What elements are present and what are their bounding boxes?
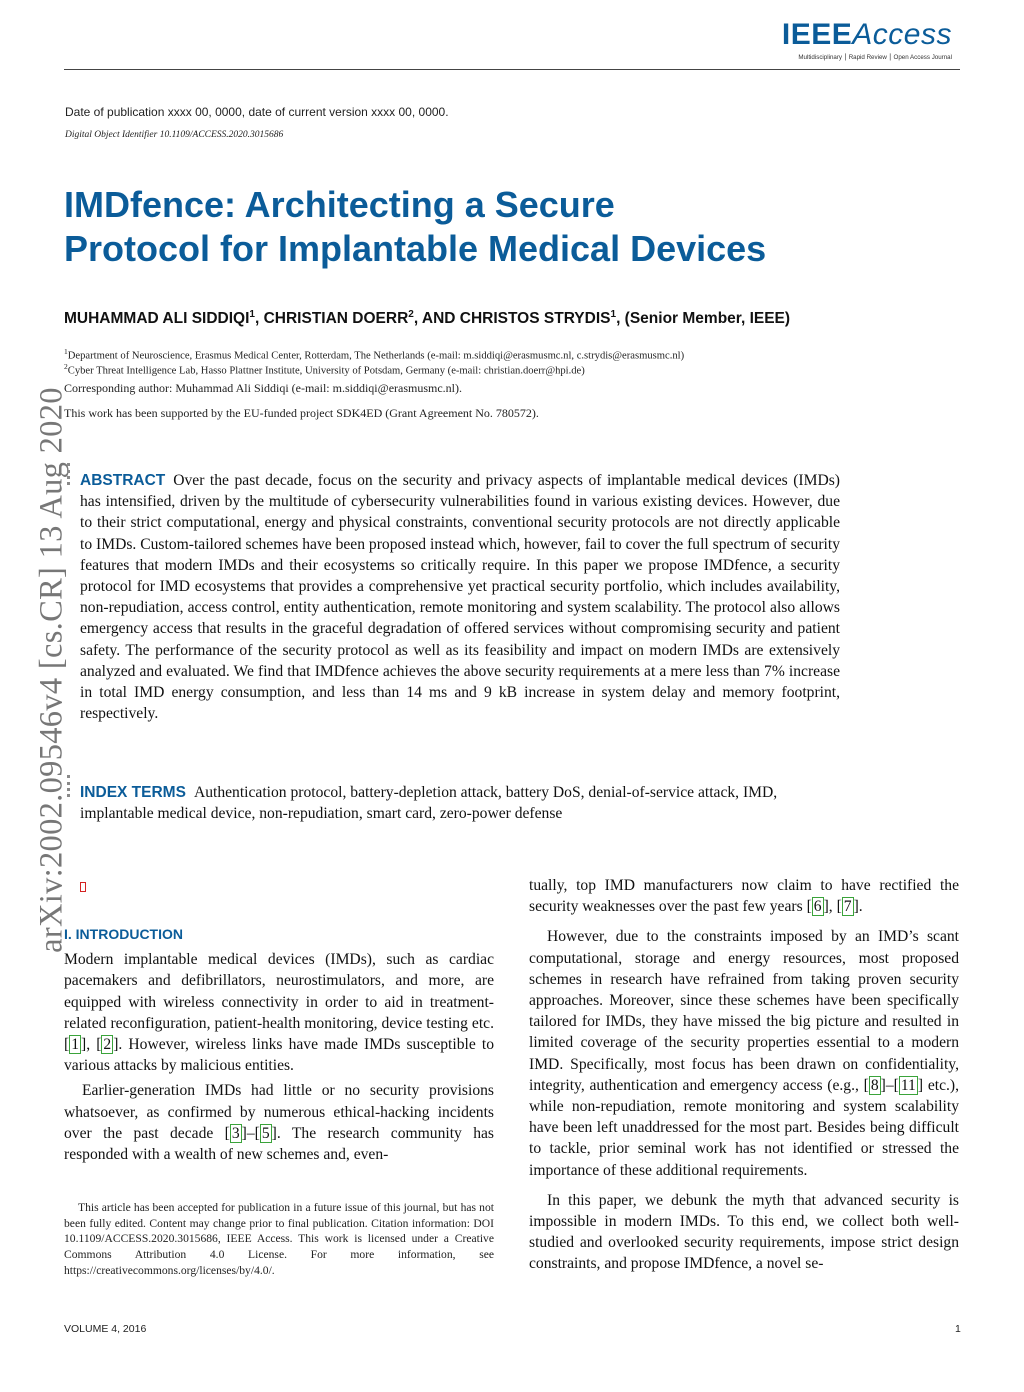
author-3: , AND CHRISTOS STRYDIS <box>413 310 611 328</box>
citation-7[interactable]: 7 <box>843 898 852 916</box>
publication-date: Date of publication xxxx 00, 0000, date of current version xxxx 00, 0000. <box>65 105 449 119</box>
left-column <box>64 924 494 1165</box>
title-line-1: IMDfence: Architecting a Secure <box>64 184 615 225</box>
citation-5[interactable]: 5 <box>261 1124 270 1142</box>
author-3-affil: 1 <box>610 309 617 320</box>
right-p1-text-c: . <box>858 898 863 916</box>
citation-3[interactable]: 3 <box>231 1124 240 1142</box>
funding-note: This work has been supported by the EU-funded project SDK4ED (Grant Agreement No. 780572). <box>64 406 539 420</box>
section-heading-introduction: I. INTRODUCTION <box>64 926 183 942</box>
citation-11[interactable]: 11 <box>900 1076 916 1094</box>
doi: Digital Object Identifier 10.1109/ACCESS.2020.3015686 <box>65 130 284 140</box>
footer-page-number: 1 <box>955 1323 961 1335</box>
paper-title <box>64 183 904 271</box>
index-terms-label: INDEX TERMS <box>80 784 186 801</box>
right-p1-text-b: , <box>828 898 837 916</box>
abstract-text: Over the past decade, focus on the security and privacy aspects of implantable medical devices (IMDs) has intensified, driven by the multitude of cybersecurity vulnerabilities found in various existing devices. However, due to their strict computational, energy and physical constraints, conventional security protocols are not directly applicable to IMDs. Custom-tailored schemes have been proposed instead which, however, fail to cover the full spectrum of security features that modern IMDs and their ecosystems so critically require. In this paper we propose IMDfence, a security protocol for IMD ecosystems that provides a comprehensive yet practical security portfolio, which includes availability, non-repudiation, access control, entity authentication, remote monitoring and system scalability. The protocol also allows emergency access that results in the graceful degradation of offered services without compromising security and patient safety. The performance of the security protocol as well as its feasibility and impact on modern IMDs are extensively analyzed and evaluated. We find that IMDfence achieves the above security requirements at a mere less than 7% increase in total IMD energy consumption, and less than 14 ms and 9 kB increase in system delay and memory footprint, respectively. <box>80 472 840 723</box>
right-paragraph-1: tually, top IMD manufacturers now claim to have rectified the security weaknesses over the past few years [ 6 ], [ 7 ]. <box>529 877 959 916</box>
intro-p1-text-b: , <box>86 1036 97 1054</box>
intro-paragraph-2: Earlier-generation IMDs had little or no security provisions whatsoever, as confirmed by numerous ethical-hacking incidents over the past decade [ 3 ]–[ 5 ]. The research community has responded with a wealth of new schemes and, even- <box>64 1082 494 1164</box>
abstract-label: ABSTRACT <box>80 472 166 489</box>
arxiv-stamp: arXiv:2002.09546v4 [cs.CR] 13 Aug 2020 <box>33 387 70 953</box>
dotted-marker-index <box>67 775 73 797</box>
footer-volume: VOLUME 4, 2016 <box>64 1323 147 1335</box>
intro-p1-text-a: Modern implantable medical devices (IMDs), such as cardiac pacemakers and defibrillators, neurostimulators, and more, are equipped with wireless connectivity in order to aid in treatment-related reconfiguration, patient-health monitoring, device testing etc. <box>64 951 494 1032</box>
author-1-affil: 1 <box>249 309 255 320</box>
intro-p2-text-a: Earlier-generation IMDs had little or no security provisions whatsoever, as confirmed by numerous ethical-hacking incidents over the past decade <box>64 1082 494 1142</box>
index-terms-text: Authentication protocol, battery-depletion attack, battery DoS, denial-of-service attack, IMD, implantable medical device, non-repudiation, smart card, zero-power defense <box>80 784 778 823</box>
logo-ieee: IEEE <box>781 18 853 51</box>
right-paragraph-2: However, due to the constraints imposed by an IMD’s scant computational, storage and energy resources, most proposed schemes in research have refrained from taking proven security approaches. Moreover, since these schemes have been specifically tailored for IMDs, they have missed the big picture and resulted in limited coverage of the security properties essential to a modern IMD. Specifically, most focus has been drawn on confidentiality, integrity, authentication and emergency access (e.g., [ 8 ]–[ 11 ] etc.), while non-repudiation, remote monitoring and system scalability have been left unaddressed for the most part. Besides being difficult to tackle, prior seminal work has not identified or stressed the importance of these additional requirements. <box>529 928 959 1179</box>
intro-p1-text-c: . However, wireless links have made IMDs susceptible to various attacks by malicious entities. <box>64 1036 495 1075</box>
right-p1-text-a: tually, top IMD manufacturers now claim to have rectified the security weaknesses over the past few years <box>529 877 959 916</box>
right-p2-text-b: – <box>885 1076 894 1094</box>
affiliation-2-number: 2 <box>64 362 68 371</box>
citation-6[interactable]: 6 <box>813 898 822 916</box>
citation-2[interactable]: 2 <box>103 1036 112 1054</box>
logo-access: Access <box>852 18 952 51</box>
right-paragraph-3: In this paper, we debunk the myth that advanced security is impossible in modern IMDs. To this end, we collect both well-studied and overlooked security requirements, impose strict design constraints, and propose IMDfence, a novel se- <box>529 1191 959 1273</box>
logo-tagline: Multidisciplinary ⎮ Rapid Review ⎮ Open Access Journal <box>798 54 952 61</box>
author-2: , CHRISTIAN DOERR <box>254 310 409 328</box>
author-1: MUHAMMAD ALI SIDDIQI <box>64 310 250 328</box>
right-p2-text-a: However, due to the constraints imposed by an IMD’s scant computational, storage and energy resources, most proposed schemes in research have refrained from taking proven security approaches. Moreover, since these schemes have been specifically tailored for IMDs, they have missed the big picture and resulted in limited coverage of the security properties essential to a modern IMD. Specifically, most focus has been drawn on confidentiality, integrity, authentication and emergency access (e.g., <box>529 928 959 1094</box>
intro-p2-text-b: – <box>246 1124 255 1142</box>
intro-paragraph-1: Modern implantable medical devices (IMDs), such as cardiac pacemakers and defibrillators, neurostimulators, and more, are equipped with wireless connectivity in order to aid in treatment-related reconfiguration, patient-health monitoring, device testing etc. [ 1 ], [ 2 ]. However, wireless links have made IMDs susceptible to various attacks by malicious entities. <box>64 951 495 1075</box>
citation-8[interactable]: 8 <box>870 1076 879 1094</box>
journal-logo <box>782 18 952 61</box>
link-marker[interactable] <box>80 882 86 892</box>
author-tail: , (Senior Member, IEEE) <box>616 310 791 328</box>
affiliation-1-text: Department of Neuroscience, Erasmus Medical Center, Rotterdam, The Netherlands (e-mail: m.siddiqi@erasmusmc.nl, c.strydis@erasmusmc.nl) <box>67 350 685 362</box>
author-list <box>64 304 824 329</box>
right-p2-text-c: etc.), while non-repudiation, remote monitoring and system scalability have been left unaddressed for the most part. Besides being difficult to tackle, prior seminal work has not identified or stressed the importance of these additional requirements. <box>529 1076 959 1179</box>
title-line-2: Protocol for Implantable Medical Devices <box>64 228 767 269</box>
footnote: This article has been accepted for publication in a future issue of this journal, but has not been fully edited. Content may change prior to final publication. Citation information: DOI 10.1109/ACCESS.2020.3015686, IEEE Access. This work is licensed under a Creative Commons Attribution 4.0 License. For more information, see https://creativecommons.org/licenses/by/4.0/. <box>64 1201 494 1277</box>
abstract <box>80 470 840 724</box>
affiliation-1-number: 1 <box>64 347 68 356</box>
corresponding-author: Corresponding author: Muhammad Ali Siddiqi (e-mail: m.siddiqi@erasmusmc.nl). <box>64 381 463 395</box>
author-2-affil: 2 <box>408 309 414 320</box>
right-column <box>529 875 959 1275</box>
affiliation-2-text: Cyber Threat Intelligence Lab, Hasso Plattner Institute, University of Potsdam, Germany (e-mail: christian.doerr@hpi.de) <box>67 365 585 377</box>
affiliation-2 <box>64 360 964 379</box>
citation-1[interactable]: 1 <box>71 1036 79 1054</box>
header-rule <box>64 69 960 70</box>
index-terms <box>80 782 840 824</box>
dotted-marker-abstract <box>67 463 73 485</box>
intro-p2-text-c: . The research community has responded with a wealth of new schemes and, even- <box>64 1124 494 1164</box>
